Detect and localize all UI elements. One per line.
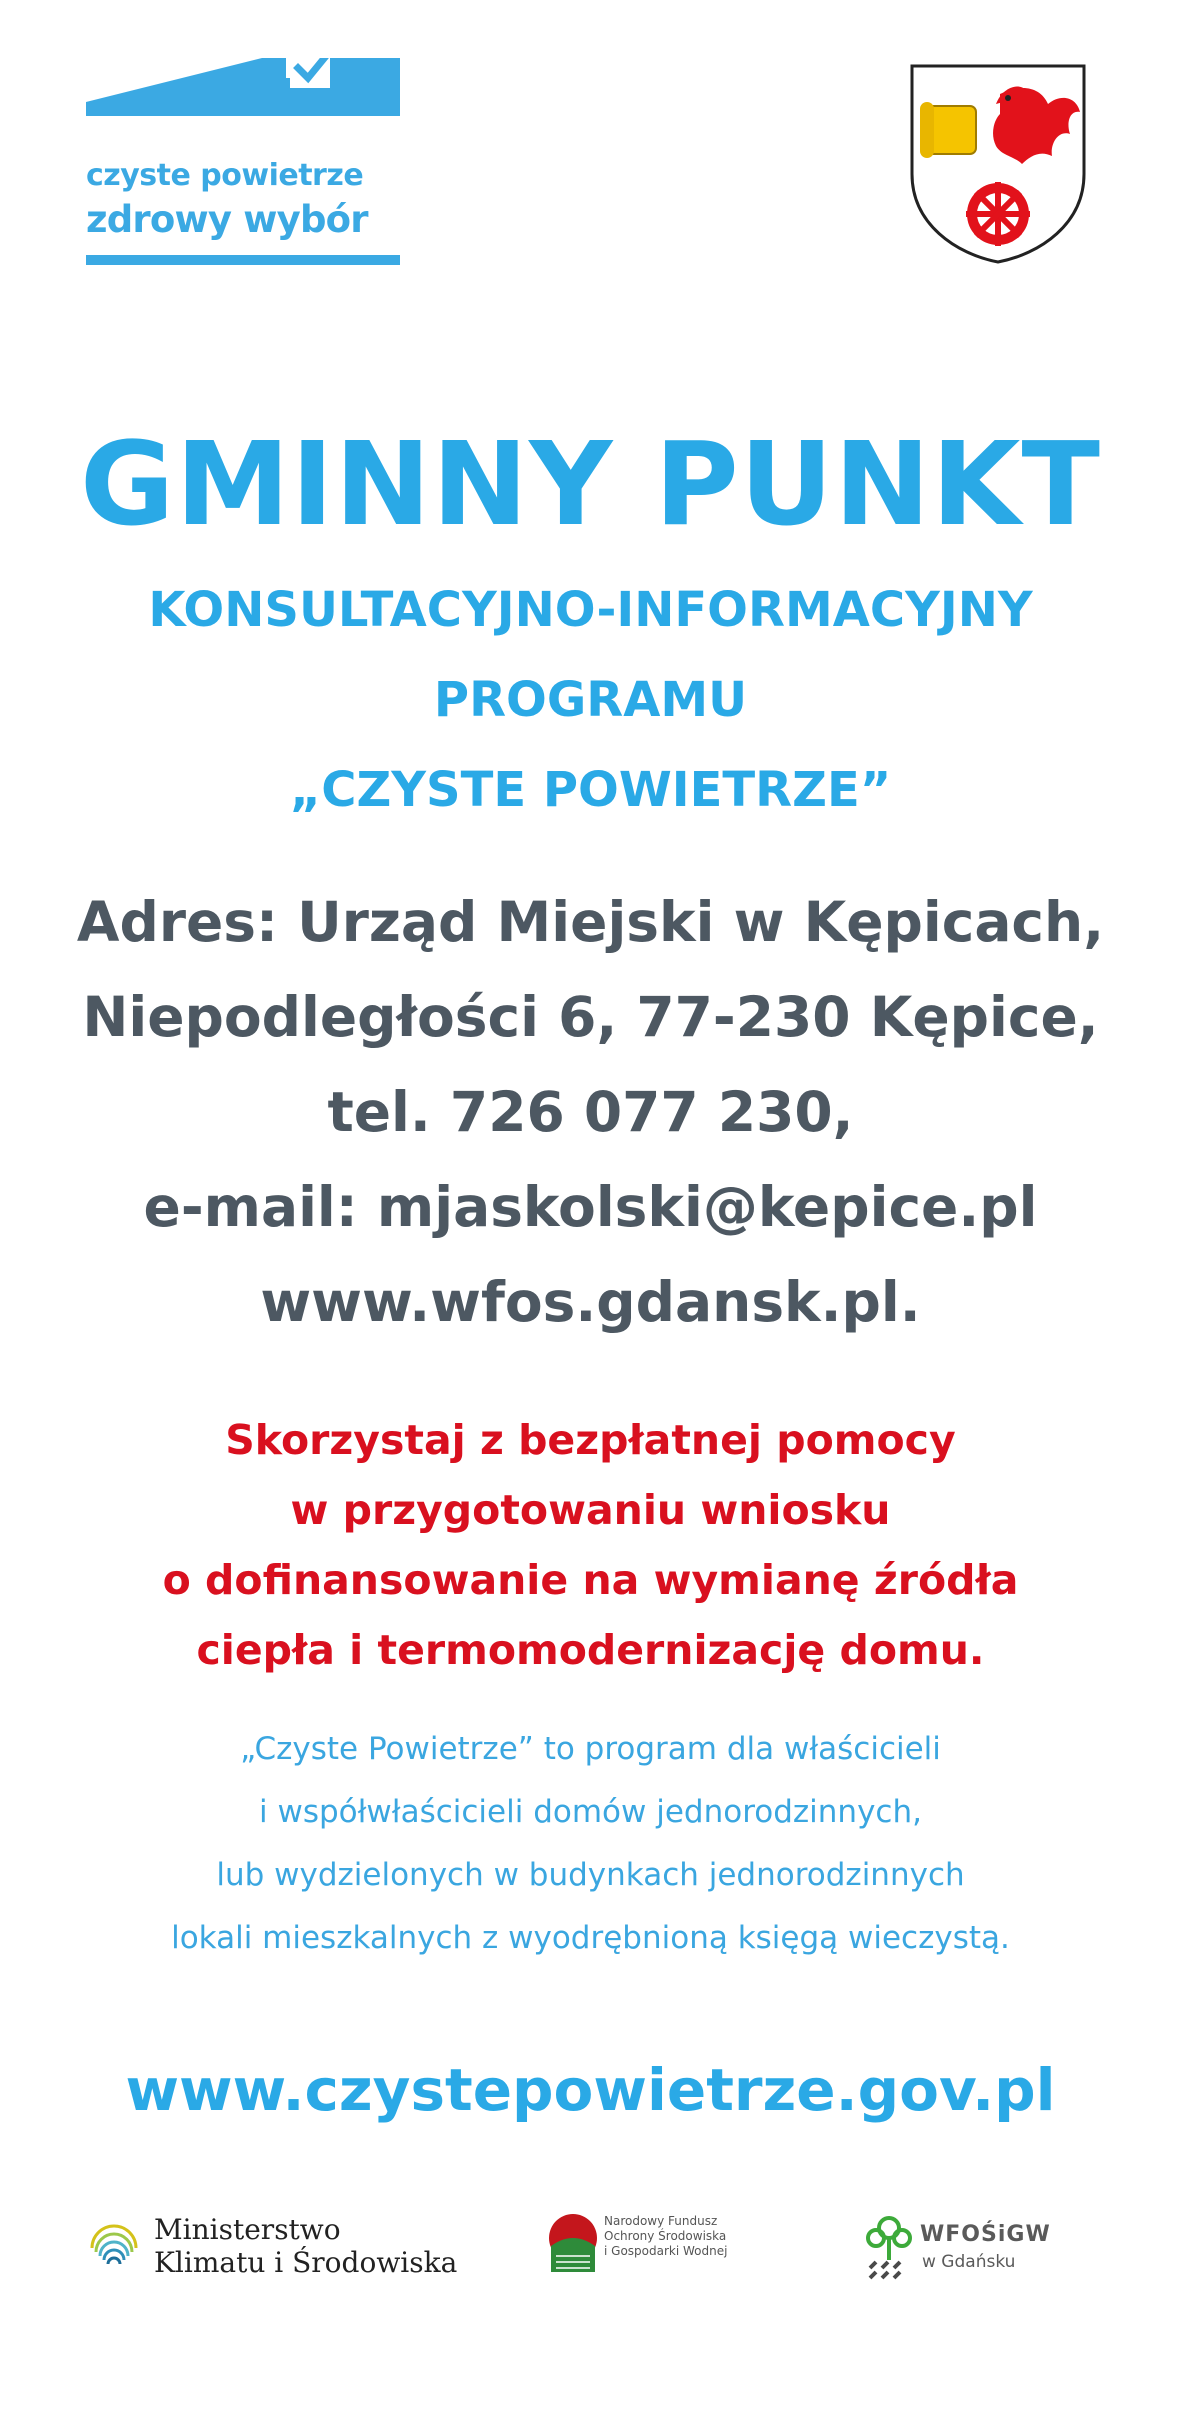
subtitle-line: KONSULTACYJNO-INFORMACYJNY	[148, 582, 1033, 638]
cta-line: ciepła i termomodernizację domu.	[196, 1626, 985, 1674]
nfosigw-name-line: Narodowy Fundusz	[604, 2214, 718, 2228]
address-line: Adres: Urząd Miejski w Kępicach,	[76, 890, 1105, 954]
contact-address	[0, 875, 1181, 1350]
logo-underline	[86, 255, 400, 265]
wfosigw-logo	[864, 2212, 1084, 2292]
logo-text-line2: zdrowy wybór	[86, 198, 368, 241]
cta-line: Skorzystaj z bezpłatnej pomocy	[225, 1416, 956, 1464]
description-line: lub wydzielonych w budynkach jednorodzinnych	[216, 1857, 965, 1893]
page-title: GMINNY PUNKT	[80, 418, 1101, 552]
subtitle	[0, 565, 1181, 835]
nfosigw-name-line: i Gospodarki Wodnej	[604, 2244, 728, 2258]
wfosigw-tree-icon	[864, 2212, 914, 2282]
cta-line: w przygotowaniu wniosku	[290, 1486, 891, 1534]
wfosigw-city: w Gdańsku	[922, 2252, 1016, 2272]
phone-line: tel. 726 077 230,	[327, 1080, 854, 1144]
call-to-action	[0, 1405, 1181, 1685]
email-line: e-mail: mjaskolski@kepice.pl	[143, 1175, 1038, 1239]
website-line: www.wfos.gdansk.pl.	[260, 1270, 921, 1334]
wfosigw-name: WFOŚiGW	[920, 2222, 1051, 2247]
program-description	[0, 1718, 1181, 1970]
nfosigw-emblem-icon	[546, 2212, 600, 2276]
subtitle-line: „CZYSTE POWIETRZE”	[289, 762, 892, 818]
subtitle-line: PROGRAMU	[433, 672, 748, 728]
coat-of-arms-icon	[910, 64, 1086, 264]
nfosigw-logo	[546, 2210, 746, 2290]
ministry-emblem-icon	[88, 2218, 140, 2270]
ministry-name-line: Klimatu i Środowiska	[154, 2246, 458, 2279]
description-line: „Czyste Powietrze” to program dla właścicieli	[240, 1731, 941, 1767]
cta-line: o dofinansowanie na wymianę źródła	[162, 1556, 1019, 1604]
description-line: lokali mieszkalnych z wyodrębnioną księgą wieczystą.	[171, 1920, 1010, 1956]
nfosigw-name-line: Ochrony Środowiska	[604, 2229, 727, 2243]
description-line: i współwłaścicieli domów jednorodzinnych,	[259, 1794, 922, 1830]
program-website: www.czystepowietrze.gov.pl	[125, 2056, 1056, 2124]
ministry-logo	[88, 2205, 468, 2285]
logo-text-line1: czyste powietrze	[86, 158, 364, 193]
ministry-name-line: Ministerstwo	[154, 2213, 341, 2246]
address-line: Niepodległości 6, 77-230 Kępice,	[82, 985, 1099, 1049]
